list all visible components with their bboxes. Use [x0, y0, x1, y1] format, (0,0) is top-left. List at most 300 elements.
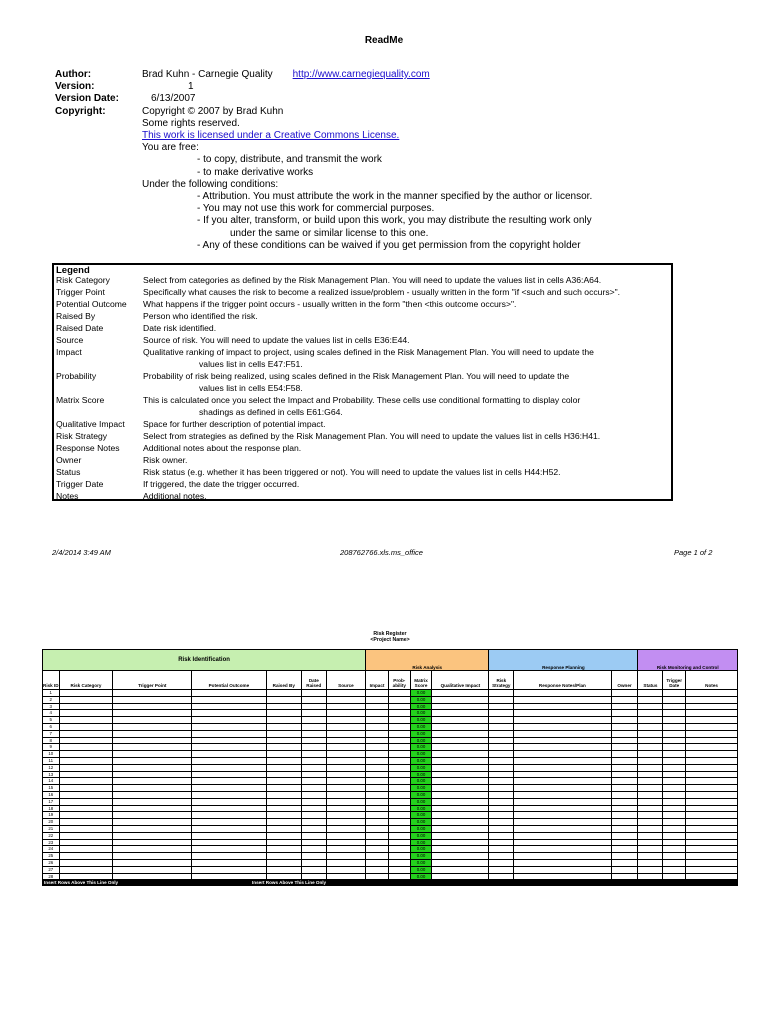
table-cell[interactable] — [366, 717, 389, 724]
table-cell[interactable] — [514, 785, 611, 792]
table-cell[interactable] — [686, 744, 738, 751]
table-cell[interactable] — [266, 730, 301, 737]
table-cell[interactable] — [301, 717, 326, 724]
table-cell[interactable] — [113, 846, 192, 853]
table-cell[interactable] — [113, 798, 192, 805]
table-cell[interactable] — [638, 751, 663, 758]
table-cell[interactable] — [663, 853, 686, 860]
table-cell[interactable] — [366, 710, 389, 717]
table-cell[interactable] — [366, 737, 389, 744]
table-cell[interactable] — [301, 771, 326, 778]
table-cell[interactable] — [266, 839, 301, 846]
table-cell[interactable] — [113, 839, 192, 846]
table-cell[interactable] — [432, 703, 489, 710]
table-cell[interactable] — [432, 751, 489, 758]
table-cell[interactable] — [514, 859, 611, 866]
table-cell[interactable] — [59, 825, 113, 832]
table-cell[interactable] — [686, 873, 738, 880]
table-cell[interactable] — [301, 696, 326, 703]
table-cell[interactable] — [388, 853, 410, 860]
table-cell[interactable] — [638, 771, 663, 778]
table-cell[interactable] — [192, 873, 267, 880]
table-cell[interactable] — [611, 805, 638, 812]
table-cell[interactable] — [432, 819, 489, 826]
table-cell[interactable] — [113, 853, 192, 860]
table-cell[interactable] — [366, 832, 389, 839]
table-cell[interactable] — [638, 757, 663, 764]
table-cell[interactable] — [514, 751, 611, 758]
table-cell[interactable] — [489, 710, 514, 717]
table-cell[interactable] — [432, 744, 489, 751]
table-cell[interactable] — [514, 723, 611, 730]
table-cell[interactable] — [686, 696, 738, 703]
table-cell[interactable] — [301, 805, 326, 812]
table-cell[interactable] — [192, 737, 267, 744]
table-cell[interactable] — [514, 737, 611, 744]
table-cell[interactable] — [326, 819, 365, 826]
table-cell[interactable] — [113, 757, 192, 764]
table-cell[interactable] — [388, 832, 410, 839]
table-cell[interactable] — [686, 764, 738, 771]
table-cell[interactable] — [192, 839, 267, 846]
table-cell[interactable] — [59, 832, 113, 839]
table-cell[interactable] — [192, 778, 267, 785]
table-cell[interactable] — [514, 832, 611, 839]
table-cell[interactable] — [638, 717, 663, 724]
table-cell[interactable] — [638, 723, 663, 730]
table-cell[interactable] — [266, 785, 301, 792]
table-cell[interactable] — [326, 771, 365, 778]
table-cell[interactable] — [686, 866, 738, 873]
table-cell[interactable] — [326, 853, 365, 860]
table-cell[interactable] — [192, 791, 267, 798]
table-cell[interactable] — [113, 819, 192, 826]
table-cell[interactable] — [59, 812, 113, 819]
table-cell[interactable] — [663, 764, 686, 771]
table-cell[interactable] — [686, 805, 738, 812]
table-cell[interactable] — [388, 812, 410, 819]
table-cell[interactable] — [638, 791, 663, 798]
table-cell[interactable] — [301, 785, 326, 792]
table-cell[interactable] — [638, 819, 663, 826]
table-cell[interactable] — [388, 859, 410, 866]
table-cell[interactable] — [192, 866, 267, 873]
table-cell[interactable] — [192, 785, 267, 792]
table-cell[interactable] — [113, 812, 192, 819]
table-cell[interactable] — [113, 723, 192, 730]
table-cell[interactable] — [192, 805, 267, 812]
table-cell[interactable] — [514, 812, 611, 819]
table-cell[interactable] — [432, 717, 489, 724]
table-cell[interactable] — [366, 690, 389, 697]
table-cell[interactable] — [59, 703, 113, 710]
table-cell[interactable] — [432, 791, 489, 798]
table-cell[interactable] — [366, 778, 389, 785]
table-cell[interactable] — [686, 778, 738, 785]
table-cell[interactable] — [432, 846, 489, 853]
table-cell[interactable] — [489, 771, 514, 778]
table-cell[interactable] — [113, 832, 192, 839]
table-cell[interactable] — [489, 778, 514, 785]
table-cell[interactable] — [663, 839, 686, 846]
table-cell[interactable] — [611, 819, 638, 826]
table-cell[interactable] — [266, 866, 301, 873]
table-cell[interactable] — [326, 751, 365, 758]
table-cell[interactable] — [388, 785, 410, 792]
table-cell[interactable] — [192, 717, 267, 724]
table-cell[interactable] — [301, 751, 326, 758]
table-cell[interactable] — [638, 805, 663, 812]
table-cell[interactable] — [514, 819, 611, 826]
table-cell[interactable] — [192, 832, 267, 839]
table-cell[interactable] — [266, 703, 301, 710]
table-cell[interactable] — [301, 798, 326, 805]
table-cell[interactable] — [301, 703, 326, 710]
table-cell[interactable] — [366, 757, 389, 764]
table-cell[interactable] — [611, 778, 638, 785]
table-cell[interactable] — [266, 757, 301, 764]
table-cell[interactable] — [266, 710, 301, 717]
table-cell[interactable] — [663, 805, 686, 812]
table-cell[interactable] — [489, 757, 514, 764]
table-cell[interactable] — [432, 812, 489, 819]
table-cell[interactable] — [432, 866, 489, 873]
table-cell[interactable] — [301, 825, 326, 832]
table-cell[interactable] — [686, 703, 738, 710]
table-cell[interactable] — [192, 812, 267, 819]
table-cell[interactable] — [326, 764, 365, 771]
table-cell[interactable] — [686, 791, 738, 798]
table-cell[interactable] — [638, 866, 663, 873]
table-cell[interactable] — [59, 744, 113, 751]
table-cell[interactable] — [638, 825, 663, 832]
table-cell[interactable] — [192, 730, 267, 737]
table-cell[interactable] — [663, 723, 686, 730]
table-cell[interactable] — [388, 798, 410, 805]
table-cell[interactable] — [192, 751, 267, 758]
table-cell[interactable] — [366, 696, 389, 703]
table-cell[interactable] — [366, 846, 389, 853]
table-cell[interactable] — [301, 873, 326, 880]
table-cell[interactable] — [489, 832, 514, 839]
table-cell[interactable] — [663, 859, 686, 866]
table-cell[interactable] — [514, 744, 611, 751]
table-cell[interactable] — [611, 737, 638, 744]
table-cell[interactable] — [611, 771, 638, 778]
table-cell[interactable] — [113, 805, 192, 812]
table-cell[interactable] — [366, 723, 389, 730]
table-cell[interactable] — [514, 873, 611, 880]
table-cell[interactable] — [514, 853, 611, 860]
table-cell[interactable] — [326, 812, 365, 819]
table-cell[interactable] — [388, 744, 410, 751]
table-cell[interactable] — [611, 825, 638, 832]
table-cell[interactable] — [514, 703, 611, 710]
table-cell[interactable] — [366, 751, 389, 758]
table-cell[interactable] — [113, 696, 192, 703]
table-cell[interactable] — [388, 805, 410, 812]
table-cell[interactable] — [366, 805, 389, 812]
table-cell[interactable] — [366, 791, 389, 798]
table-cell[interactable] — [192, 710, 267, 717]
table-cell[interactable] — [663, 778, 686, 785]
table-cell[interactable] — [59, 866, 113, 873]
table-cell[interactable] — [301, 778, 326, 785]
table-cell[interactable] — [489, 873, 514, 880]
table-cell[interactable] — [514, 825, 611, 832]
table-cell[interactable] — [113, 744, 192, 751]
table-cell[interactable] — [301, 757, 326, 764]
table-cell[interactable] — [663, 751, 686, 758]
table-cell[interactable] — [489, 859, 514, 866]
table-cell[interactable] — [59, 737, 113, 744]
table-cell[interactable] — [266, 771, 301, 778]
table-cell[interactable] — [388, 846, 410, 853]
table-cell[interactable] — [388, 703, 410, 710]
table-cell[interactable] — [59, 798, 113, 805]
table-cell[interactable] — [366, 866, 389, 873]
table-cell[interactable] — [326, 696, 365, 703]
table-cell[interactable] — [611, 873, 638, 880]
table-cell[interactable] — [192, 825, 267, 832]
table-cell[interactable] — [192, 744, 267, 751]
table-cell[interactable] — [686, 730, 738, 737]
table-cell[interactable] — [638, 798, 663, 805]
table-cell[interactable] — [686, 832, 738, 839]
table-cell[interactable] — [301, 839, 326, 846]
table-cell[interactable] — [514, 778, 611, 785]
table-cell[interactable] — [366, 798, 389, 805]
table-cell[interactable] — [266, 751, 301, 758]
table-cell[interactable] — [611, 839, 638, 846]
table-cell[interactable] — [489, 805, 514, 812]
table-cell[interactable] — [514, 710, 611, 717]
table-cell[interactable] — [432, 785, 489, 792]
table-cell[interactable] — [432, 730, 489, 737]
table-cell[interactable] — [514, 798, 611, 805]
table-cell[interactable] — [59, 690, 113, 697]
table-cell[interactable] — [326, 737, 365, 744]
table-cell[interactable] — [514, 846, 611, 853]
table-cell[interactable] — [59, 717, 113, 724]
table-cell[interactable] — [611, 751, 638, 758]
table-cell[interactable] — [59, 730, 113, 737]
table-cell[interactable] — [326, 859, 365, 866]
table-cell[interactable] — [326, 839, 365, 846]
table-cell[interactable] — [514, 866, 611, 873]
table-cell[interactable] — [266, 873, 301, 880]
table-cell[interactable] — [266, 737, 301, 744]
table-cell[interactable] — [266, 690, 301, 697]
table-cell[interactable] — [663, 819, 686, 826]
table-cell[interactable] — [638, 696, 663, 703]
table-cell[interactable] — [432, 839, 489, 846]
table-cell[interactable] — [301, 744, 326, 751]
table-cell[interactable] — [686, 717, 738, 724]
table-cell[interactable] — [113, 778, 192, 785]
table-cell[interactable] — [638, 703, 663, 710]
table-cell[interactable] — [514, 764, 611, 771]
table-cell[interactable] — [686, 839, 738, 846]
table-cell[interactable] — [113, 791, 192, 798]
table-cell[interactable] — [388, 757, 410, 764]
table-cell[interactable] — [489, 723, 514, 730]
table-cell[interactable] — [432, 737, 489, 744]
table-cell[interactable] — [489, 791, 514, 798]
table-cell[interactable] — [192, 771, 267, 778]
table-cell[interactable] — [611, 730, 638, 737]
table-cell[interactable] — [266, 853, 301, 860]
table-cell[interactable] — [326, 690, 365, 697]
table-cell[interactable] — [388, 710, 410, 717]
table-cell[interactable] — [611, 710, 638, 717]
table-cell[interactable] — [388, 778, 410, 785]
table-cell[interactable] — [489, 839, 514, 846]
table-cell[interactable] — [266, 819, 301, 826]
table-cell[interactable] — [326, 832, 365, 839]
table-cell[interactable] — [326, 825, 365, 832]
table-cell[interactable] — [388, 873, 410, 880]
table-cell[interactable] — [611, 703, 638, 710]
table-cell[interactable] — [611, 744, 638, 751]
table-cell[interactable] — [638, 778, 663, 785]
table-cell[interactable] — [663, 737, 686, 744]
table-cell[interactable] — [663, 771, 686, 778]
table-cell[interactable] — [301, 812, 326, 819]
table-cell[interactable] — [432, 859, 489, 866]
table-cell[interactable] — [514, 717, 611, 724]
table-cell[interactable] — [266, 778, 301, 785]
table-cell[interactable] — [366, 853, 389, 860]
table-cell[interactable] — [326, 717, 365, 724]
table-cell[interactable] — [663, 710, 686, 717]
table-cell[interactable] — [663, 744, 686, 751]
table-cell[interactable] — [638, 839, 663, 846]
table-cell[interactable] — [663, 730, 686, 737]
table-cell[interactable] — [59, 805, 113, 812]
table-cell[interactable] — [366, 771, 389, 778]
table-cell[interactable] — [326, 873, 365, 880]
table-cell[interactable] — [514, 690, 611, 697]
table-cell[interactable] — [326, 785, 365, 792]
table-cell[interactable] — [638, 785, 663, 792]
table-cell[interactable] — [489, 696, 514, 703]
table-cell[interactable] — [113, 751, 192, 758]
table-cell[interactable] — [301, 853, 326, 860]
table-cell[interactable] — [301, 866, 326, 873]
table-cell[interactable] — [366, 839, 389, 846]
table-cell[interactable] — [59, 764, 113, 771]
table-cell[interactable] — [192, 798, 267, 805]
table-cell[interactable] — [113, 717, 192, 724]
table-cell[interactable] — [366, 812, 389, 819]
table-cell[interactable] — [611, 866, 638, 873]
table-cell[interactable] — [59, 873, 113, 880]
table-cell[interactable] — [301, 791, 326, 798]
table-cell[interactable] — [489, 866, 514, 873]
table-cell[interactable] — [686, 798, 738, 805]
table-cell[interactable] — [489, 812, 514, 819]
table-cell[interactable] — [59, 710, 113, 717]
table-cell[interactable] — [59, 853, 113, 860]
table-cell[interactable] — [638, 730, 663, 737]
table-cell[interactable] — [113, 737, 192, 744]
table-cell[interactable] — [192, 690, 267, 697]
table-cell[interactable] — [686, 757, 738, 764]
table-cell[interactable] — [388, 839, 410, 846]
table-cell[interactable] — [611, 853, 638, 860]
table-cell[interactable] — [611, 859, 638, 866]
table-cell[interactable] — [686, 819, 738, 826]
table-cell[interactable] — [638, 710, 663, 717]
table-cell[interactable] — [611, 798, 638, 805]
table-cell[interactable] — [301, 859, 326, 866]
table-cell[interactable] — [514, 730, 611, 737]
table-cell[interactable] — [663, 785, 686, 792]
table-cell[interactable] — [663, 812, 686, 819]
table-cell[interactable] — [663, 798, 686, 805]
table-cell[interactable] — [192, 757, 267, 764]
table-cell[interactable] — [663, 696, 686, 703]
table-cell[interactable] — [638, 846, 663, 853]
table-cell[interactable] — [638, 812, 663, 819]
table-cell[interactable] — [326, 866, 365, 873]
table-cell[interactable] — [432, 825, 489, 832]
table-cell[interactable] — [326, 710, 365, 717]
table-cell[interactable] — [366, 825, 389, 832]
table-cell[interactable] — [59, 791, 113, 798]
table-cell[interactable] — [266, 825, 301, 832]
table-cell[interactable] — [326, 730, 365, 737]
table-cell[interactable] — [301, 846, 326, 853]
table-cell[interactable] — [611, 723, 638, 730]
table-cell[interactable] — [611, 791, 638, 798]
table-cell[interactable] — [686, 710, 738, 717]
table-cell[interactable] — [611, 846, 638, 853]
table-cell[interactable] — [192, 696, 267, 703]
table-cell[interactable] — [638, 859, 663, 866]
table-cell[interactable] — [489, 744, 514, 751]
table-cell[interactable] — [686, 723, 738, 730]
table-cell[interactable] — [686, 825, 738, 832]
table-cell[interactable] — [266, 798, 301, 805]
table-cell[interactable] — [489, 730, 514, 737]
table-cell[interactable] — [192, 764, 267, 771]
table-cell[interactable] — [366, 873, 389, 880]
author-url-link[interactable]: http://www.carnegiequality.com — [292, 69, 430, 80]
table-cell[interactable] — [663, 690, 686, 697]
table-cell[interactable] — [432, 696, 489, 703]
table-cell[interactable] — [326, 703, 365, 710]
table-cell[interactable] — [686, 853, 738, 860]
table-cell[interactable] — [266, 859, 301, 866]
table-cell[interactable] — [366, 744, 389, 751]
table-cell[interactable] — [366, 819, 389, 826]
table-cell[interactable] — [266, 805, 301, 812]
table-cell[interactable] — [301, 690, 326, 697]
table-cell[interactable] — [611, 696, 638, 703]
table-cell[interactable] — [59, 846, 113, 853]
table-cell[interactable] — [326, 791, 365, 798]
license-link[interactable]: This work is licensed under a Creative Commons License. — [142, 129, 400, 141]
table-cell[interactable] — [686, 737, 738, 744]
table-cell[interactable] — [638, 832, 663, 839]
table-cell[interactable] — [611, 764, 638, 771]
table-cell[interactable] — [663, 832, 686, 839]
table-cell[interactable] — [686, 751, 738, 758]
table-cell[interactable] — [638, 853, 663, 860]
table-cell[interactable] — [388, 751, 410, 758]
